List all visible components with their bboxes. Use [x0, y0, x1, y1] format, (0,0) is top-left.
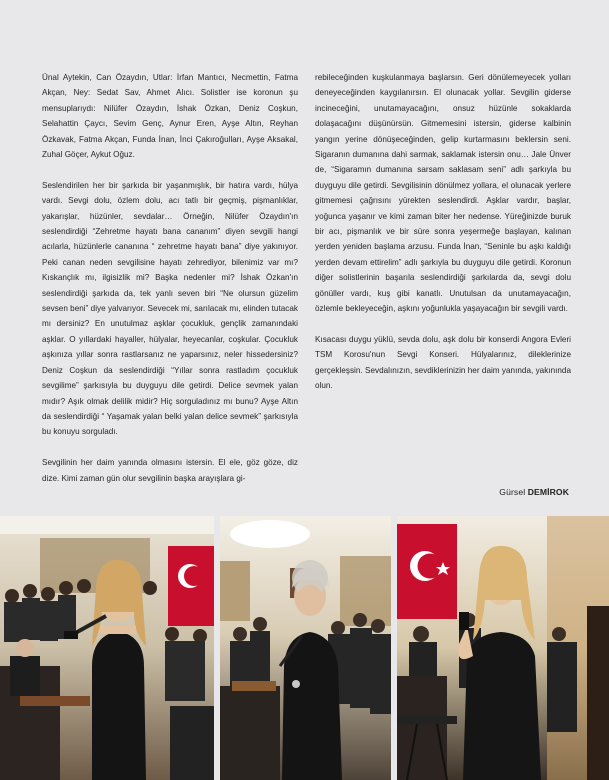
concert-photo-3 [397, 516, 609, 780]
photo-strip [0, 516, 609, 780]
author-signature [499, 487, 569, 497]
paragraph: Kısacası duygu yüklü, sevda dolu, aşk dolu bir konserdi Angora Evleri TSM Korosu'nun Sevgi Konseri. Hülyalarınız, dileklerinize gerçekleşsin. Sevdalınızın, sevdiklerinizin her daim yanında, yakınında olun. [315, 334, 571, 391]
paragraph: Ünal Aytekin, Can Özaydın, Utlar: İrfan Mantıcı, Necmettin, Fatma Akçan, Ney: Sedat Sav, Ahmet Alıcı. Solistler ise koronun şu mensuplarıydı: Nilüfer Özaydın, İshak Özkan, Deniz Coşkun, Selahattin Çaycı, Sevim Genç, Aynur Eren, Ayşe Altın, Reyhan Özkavak, Fatma Akçan, Funda İnan, İnci Çakıroğulları, Ayşe Aksakal, Zuhal Göçer, Aykut Oğuz. [42, 73, 298, 160]
right-column [315, 70, 571, 497]
paragraph: Sevgilinin her daim yanında olmasını istersin. El ele, göz göze, diz dize. Kimi zaman gün olur sevgilinin başka arayışlara gi- [42, 458, 298, 483]
concert-photo-2 [220, 516, 391, 780]
left-column [42, 70, 298, 501]
author-first-name: Gürsel [499, 487, 526, 497]
paragraph: Seslendirilen her bir şarkıda bir yaşanmışlık, bir hatıra vardı, hülya vardı. Sevgi dolu, özlem dolu, acı tatlı bir geçmiş, pişmanlıklar, yakarışlar, hüzünler, sevdalar… Örneğin, Nilüfer Özaydın'ın seslendirdiği “Zehretme hayatı bana cananım” diyen sevgili hangi acılarla, hüzünlerle cananına “ zehretme hayatı bana” diye yakınıyor. Peki canan neden sevgilisine hayatı zehrediyor, bilenimiz var mı? Kıskançlık mı, ilgisizlik mi? Başka nedenler mi? İshak Özkan'ın seslendirdiği şarkıda da, tek yanlı seven biri “Ne olursun güzelim sevsen beni” diye yalvarıyor. Sevecek mi, sarılacak mı, elinden tutacak mı dersiniz? En unutulmaz aşklar çocukluk, gençlik zamanındaki aşklar. O yıllardaki hayaller, hülyalar, heyecanlar, coşkular. Çocukluk aşkınıza yıllar sonra rastlarsanız ne yaparsınız, neler hissedersiniz? Deniz Coşkun da seslendirdiği “Yıllar sonra rastladım çocukluk sevgilime” şarkısıyla bu duyguyu dile getirdi. Delice sevmek yalan mıdır? Aşık olmak delilik midir? Hiç sorguladınız mı bunu? Ayşe Altın da seslendirdiği “ Yaşamak yalan belki yalan delice sevmek” şarkısıyla bu konuyu sorguladı. [42, 180, 298, 437]
paragraph: rebileceğinden kuşkulanmaya başlarsın. Geri dönülemeyecek yolları deneyeceğinden kaygılanırsın. El olunacak yollar. Sevgilin giderse incineceğini, unutamayacağını, onsuz hüzünle sokaklarda dolaşacağını düşünürsün. Gitmemesini istersin, giderse kalbinin yangın yerine dönüşeceğinden, gelip kurtarmasını beklersin seni. Sigaranın dumanına dahi sarmak, saklamak istersin onu… Jale Ünver de, “Sigaramın dumanına sarsam saklasam seni” adlı şarkıyla bu duyguyu dile getirdi. Sevgilisinin dönülmez yollara, el olunacak yerlere gitmemesi çağrısını yürekten seslendirdi. Aşklar vardır, başlar, yoğunca yaşanır ve kimi zaman biter her nedense. Yüreğinizde buruk bir acı, pişmanlık ve bir süre sonra yeşermeğe başlayan, kalınan yerden yeniden başlama arzusu. Funda İnan, “Seninle bu aşkı kaldığı yerden devam ettirelim” adlı şarkıyla bu duyguyu dile getirdi. Koronun diğer solistlerinin başarıla seslendirdiği şarkılarda da, sevgi dolu gönüller vardı, kuş gibi kanatlı. Unutulsan da unutamayacağın, özlemle bekleyeceğin, aşkını yoğunlukla yaşayacağın bir sevgili vardı. [315, 73, 571, 314]
concert-photo-1 [0, 516, 214, 780]
article-body [42, 70, 570, 500]
author-last-name: DEMİROK [527, 487, 569, 497]
